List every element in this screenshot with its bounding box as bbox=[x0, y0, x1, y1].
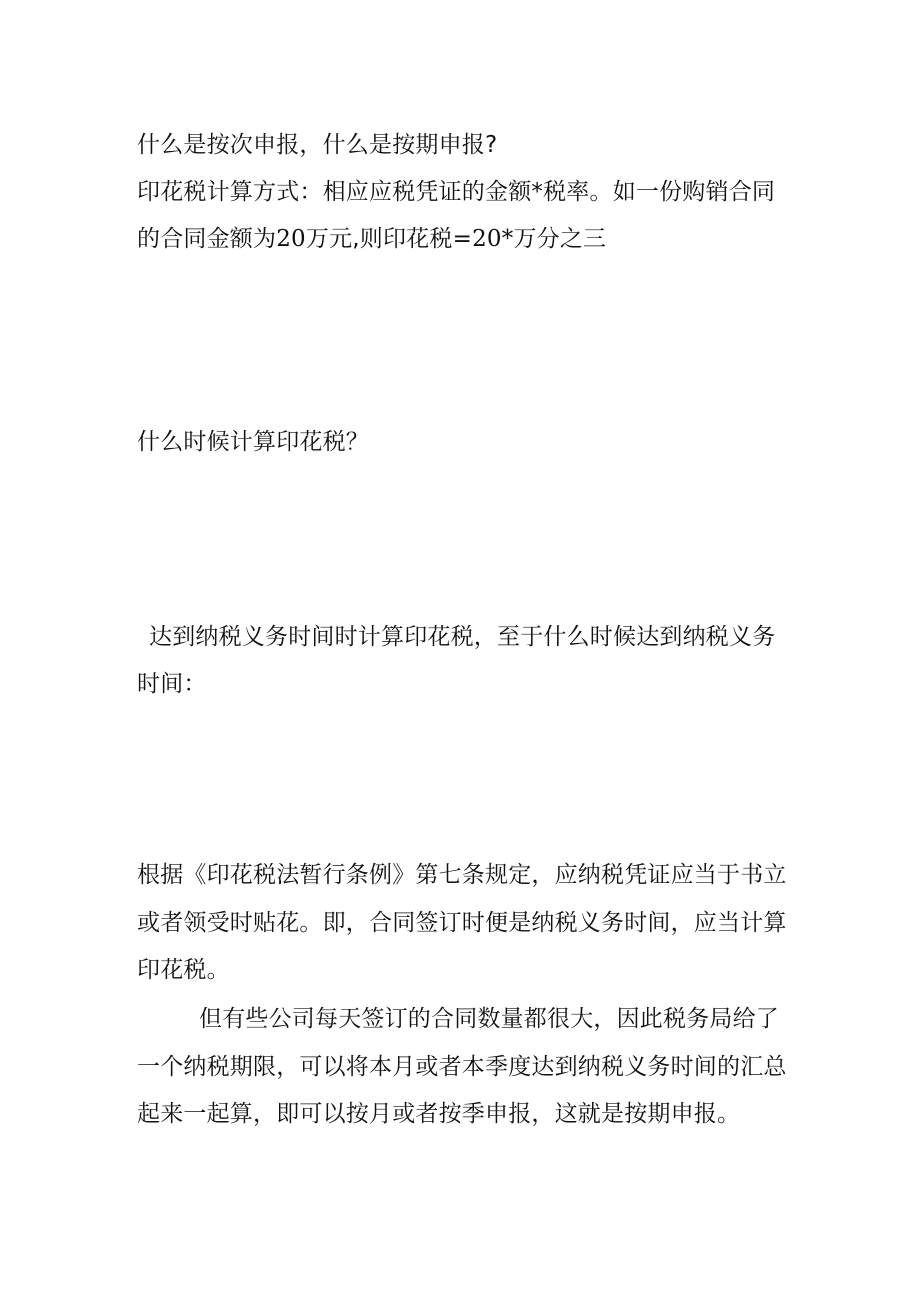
answer-3-line-1: 但有些公司每天签订的合同数量都很大，因此税务局给了 bbox=[199, 1006, 779, 1032]
calc-text-suffix: 万分之三 bbox=[513, 226, 607, 252]
calc-formula: =20* bbox=[452, 226, 514, 252]
answer-1-line-1: 达到纳税义务时间时计算印花税，至于什么时候达到纳税义务 bbox=[149, 624, 776, 650]
question-title-filing-types: 什么是按次申报，什么是按期申报? bbox=[137, 132, 498, 158]
calc-method-line-2 bbox=[137, 224, 606, 254]
question-title-when: 什么时候计算印花税？ bbox=[137, 429, 369, 455]
calc-amount: 20 bbox=[276, 226, 306, 252]
answer-2-line-3: 印花税。 bbox=[137, 957, 230, 983]
answer-1-line-2: 时间： bbox=[137, 671, 207, 697]
answer-3-line-2: 一个纳税期限，可以将本月或者本季度达到纳税义务时间的汇总 bbox=[137, 1054, 787, 1080]
calc-text-prefix: 的合同金额为 bbox=[137, 226, 277, 252]
calc-method-line-1: 印花税计算方式：相应应税凭证的金额*税率。如一份购销合同 bbox=[137, 179, 776, 205]
answer-2-line-2: 或者领受时贴花。即，合同签订时便是纳税义务时间，应当计算 bbox=[137, 910, 787, 936]
calc-text-mid: 万元,则印花税 bbox=[305, 226, 453, 252]
answer-3-line-3: 起来一起算，即可以按月或者按季申报，这就是按期申报。 bbox=[137, 1101, 741, 1127]
answer-2-line-1: 根据《印花税法暂行条例》第七条规定，应纳税凭证应当于书立 bbox=[137, 862, 787, 888]
